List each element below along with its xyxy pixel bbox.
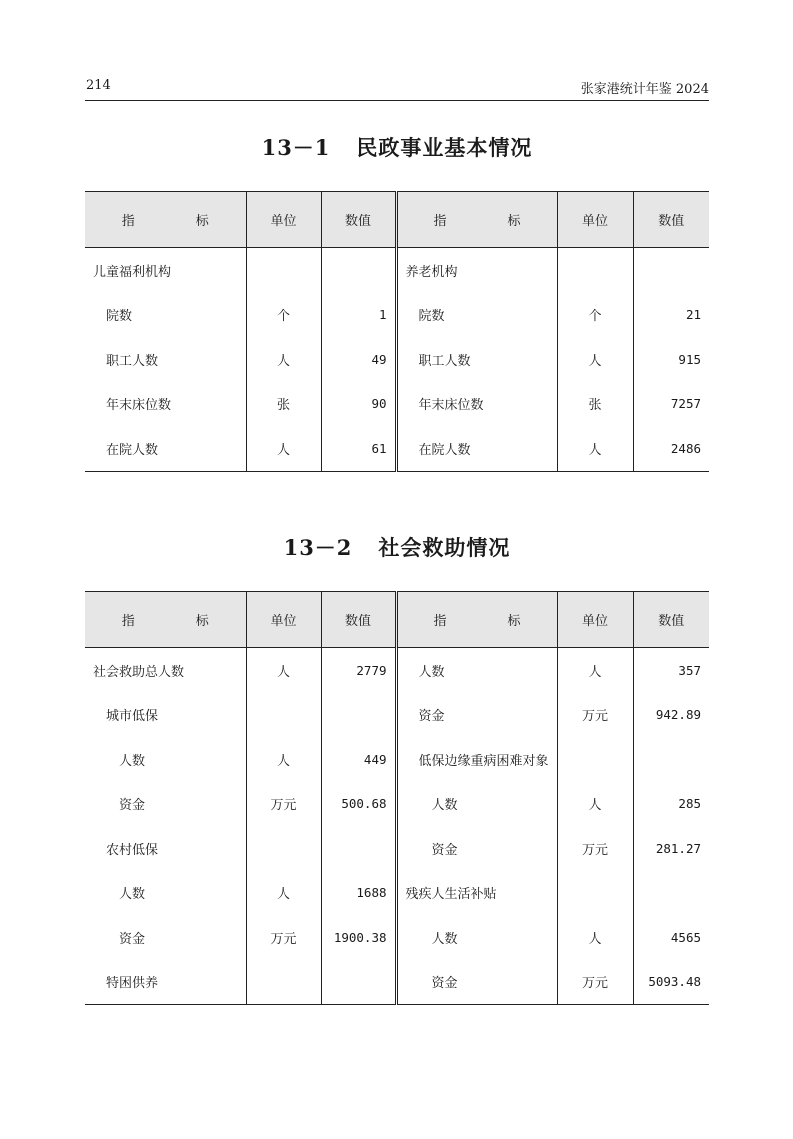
header-value: 数值 <box>321 192 396 248</box>
table-row <box>85 826 709 871</box>
row-value <box>633 248 709 293</box>
page-number: 214 <box>86 78 111 93</box>
row-label: 城市低保 <box>106 709 159 725</box>
row-label: 职工人数 <box>106 353 159 369</box>
header-unit: 单位 <box>246 592 321 648</box>
row-label: 人数 <box>396 782 557 827</box>
row-value <box>321 826 396 871</box>
row-value: 281.27 <box>633 826 709 871</box>
row-label: 在院人数 <box>396 426 557 471</box>
header-unit: 单位 <box>557 592 633 648</box>
row-label: 资金 <box>119 798 146 814</box>
row-value: 1900.38 <box>321 915 396 960</box>
row-label: 资金 <box>396 960 557 1005</box>
header-value: 数值 <box>633 592 709 648</box>
table-row <box>85 426 709 471</box>
row-value <box>633 737 709 782</box>
row-unit: 个 <box>246 293 321 338</box>
row-label: 年末床位数 <box>106 398 172 414</box>
row-value: 285 <box>633 782 709 827</box>
row-unit: 人 <box>246 426 321 471</box>
row-unit: 人 <box>557 648 633 693</box>
row-unit: 万元 <box>246 782 321 827</box>
row-unit: 张 <box>557 382 633 427</box>
table1-title-text: 民政事业基本情况 <box>356 135 533 160</box>
row-label: 在院人数 <box>85 426 246 471</box>
table2-title-text: 社会救助情况 <box>378 535 511 560</box>
row-label: 资金 <box>396 693 557 738</box>
row-label: 社会救助总人数 <box>93 664 185 680</box>
row-value: 500.68 <box>321 782 396 827</box>
row-unit: 张 <box>246 382 321 427</box>
row-value: 449 <box>321 737 396 782</box>
row-label: 年末床位数 <box>396 382 557 427</box>
row-value: 7257 <box>633 382 709 427</box>
row-value: 2779 <box>321 648 396 693</box>
row-value: 942.89 <box>633 693 709 738</box>
header-indicator: 指 标 <box>396 592 557 648</box>
row-label: 资金 <box>396 826 557 871</box>
header-value: 数值 <box>321 592 396 648</box>
row-label: 资金 <box>119 931 146 947</box>
header-indicator: 指 标 <box>85 592 246 648</box>
row-label: 农村低保 <box>106 842 159 858</box>
row-unit: 人 <box>246 871 321 916</box>
table-row <box>85 960 709 1005</box>
table2-header-row <box>85 592 709 648</box>
table1 <box>85 191 709 472</box>
row-unit <box>246 960 321 1005</box>
row-label: 人数 <box>119 887 146 903</box>
table2-number: 13－2 <box>283 535 353 560</box>
row-unit: 人 <box>246 737 321 782</box>
row-value: 4565 <box>633 915 709 960</box>
row-unit: 人 <box>557 915 633 960</box>
row-label: 残疾人生活补贴 <box>396 871 557 916</box>
table-row <box>85 648 709 693</box>
row-unit: 人 <box>246 337 321 382</box>
row-unit: 万元 <box>557 826 633 871</box>
row-value: 2486 <box>633 426 709 471</box>
row-label: 儿童福利机构 <box>93 264 172 280</box>
row-value: 21 <box>633 293 709 338</box>
running-title: 张家港统计年鉴 2024 <box>580 82 709 97</box>
row-unit: 万元 <box>557 693 633 738</box>
row-label: 低保边缘重病困难对象 <box>396 737 557 782</box>
table2 <box>85 591 709 1005</box>
row-value <box>633 871 709 916</box>
header-value: 数值 <box>633 192 709 248</box>
table-row <box>85 248 709 293</box>
header-rule <box>85 100 709 101</box>
row-unit: 人 <box>246 648 321 693</box>
header-unit: 单位 <box>557 192 633 248</box>
row-label: 职工人数 <box>396 337 557 382</box>
table-row <box>85 337 709 382</box>
row-value: 49 <box>321 337 396 382</box>
table2-title <box>85 532 709 562</box>
row-value <box>321 248 396 293</box>
table-row <box>85 293 709 338</box>
row-value: 1 <box>321 293 396 338</box>
row-unit <box>246 693 321 738</box>
row-unit <box>557 737 633 782</box>
row-value <box>321 693 396 738</box>
row-unit: 万元 <box>557 960 633 1005</box>
header-indicator: 指 标 <box>85 192 246 248</box>
row-value: 1688 <box>321 871 396 916</box>
row-value: 915 <box>633 337 709 382</box>
table-row <box>85 693 709 738</box>
row-value: 5093.48 <box>633 960 709 1005</box>
row-label: 人数 <box>396 915 557 960</box>
row-label: 养老机构 <box>396 248 557 293</box>
row-label: 特困供养 <box>85 960 246 1005</box>
row-unit <box>246 248 321 293</box>
header-unit: 单位 <box>246 192 321 248</box>
row-unit: 人 <box>557 337 633 382</box>
row-label: 人数 <box>396 648 557 693</box>
table1-number: 13－1 <box>261 135 331 160</box>
row-unit: 万元 <box>246 915 321 960</box>
row-unit: 人 <box>557 426 633 471</box>
table-row <box>85 915 709 960</box>
row-value <box>321 960 396 1005</box>
row-value: 90 <box>321 382 396 427</box>
table-row <box>85 871 709 916</box>
row-unit: 个 <box>557 293 633 338</box>
row-value: 357 <box>633 648 709 693</box>
row-unit <box>557 871 633 916</box>
row-unit <box>246 826 321 871</box>
table1-title <box>85 132 709 162</box>
row-unit <box>557 248 633 293</box>
table1-header-row <box>85 192 709 248</box>
table-row <box>85 782 709 827</box>
table-row <box>85 737 709 782</box>
row-label: 院数 <box>106 309 133 325</box>
header-indicator: 指 标 <box>396 192 557 248</box>
table-row <box>85 382 709 427</box>
row-label: 院数 <box>396 293 557 338</box>
row-value: 61 <box>321 426 396 471</box>
row-unit: 人 <box>557 782 633 827</box>
row-label: 人数 <box>119 753 146 769</box>
